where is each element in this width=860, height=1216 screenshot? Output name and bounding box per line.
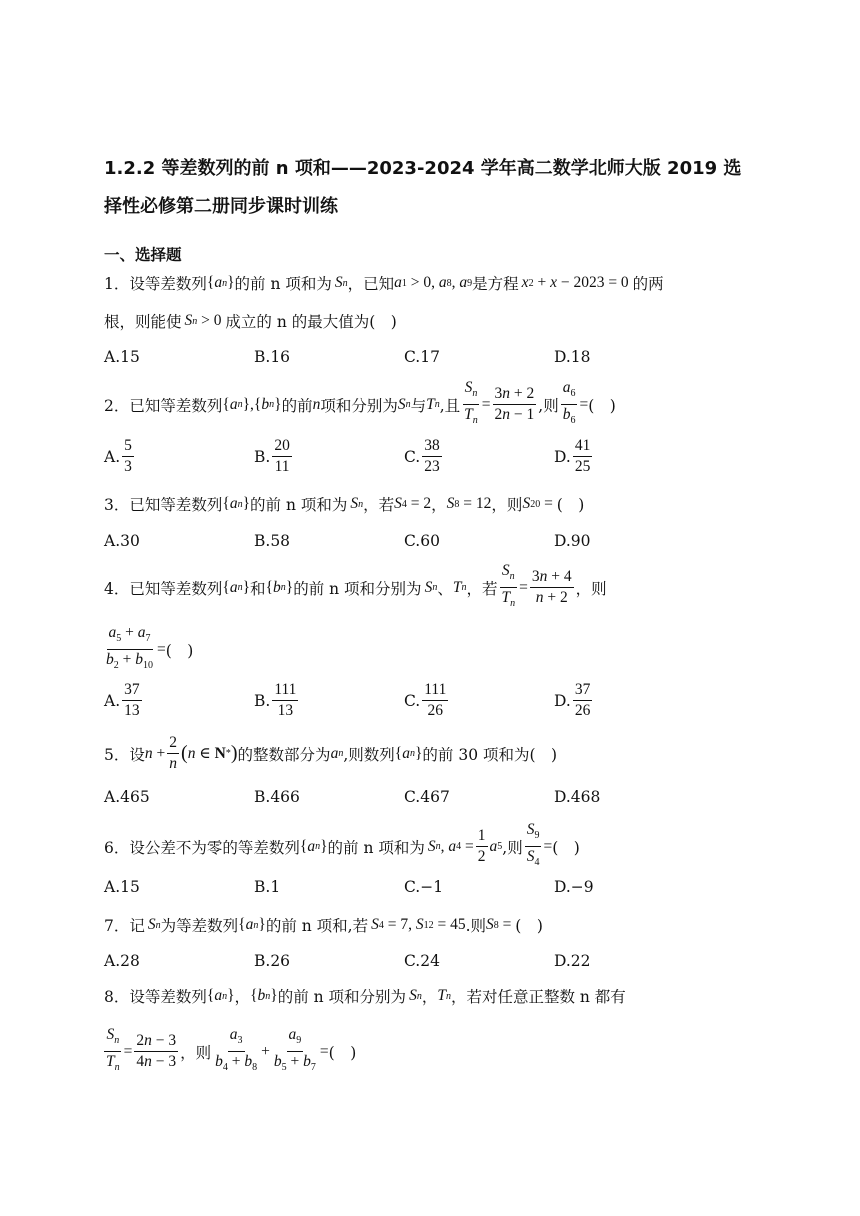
q5-option-d[interactable]: D.468 [554, 788, 601, 806]
question-7-line-1: 7． 记 S n 为等差数列 { a n } 的前 n 项和,若 S 4 = 7, S 12 = 45 .则 S 8 = ( ) [104, 916, 543, 935]
q1-option-b[interactable]: B.16 [254, 348, 291, 366]
q3-option-d[interactable]: D.90 [554, 532, 591, 550]
q3-option-c[interactable]: C.60 [404, 532, 440, 550]
q4-option-d[interactable]: D. $\frac{37}{26}$ [554, 681, 591, 719]
q4-option-b[interactable]: B. $\frac{111}{13}$ [254, 681, 297, 719]
question-1-line-2: 根，则能使 S n > 0 成立的 n 的最大值为( ) [104, 312, 397, 331]
q7-option-a[interactable]: A.28 [104, 952, 140, 970]
q2-option-a[interactable]: A. $\frac{5}{3}$ [104, 437, 132, 475]
q1-option-a[interactable]: A.15 [104, 348, 140, 366]
q5-option-c[interactable]: C.467 [404, 788, 450, 806]
q6-option-c[interactable]: C.−1 [404, 878, 444, 896]
q6-option-a[interactable]: A.15 [104, 878, 140, 896]
q6-option-b[interactable]: B.1 [254, 878, 281, 896]
q4-option-c[interactable]: C. $\frac{111}{26}$ [404, 681, 447, 719]
page-title: 1.2.2 等差数列的前 n 项和——2023-2024 学年高二数学北师大版 2019 选择性必修第二册同步课时训练 [104, 158, 742, 217]
q5-option-b[interactable]: B.466 [254, 788, 300, 806]
q6-option-d[interactable]: D.−9 [554, 878, 594, 896]
q1-option-c[interactable]: C.17 [404, 348, 440, 366]
question-4-line-2: $\frac{a_5 + a_7}{b_2 + b_{10}}$ = ( ) [106, 624, 194, 672]
question-6-line-1: 6． 设公差不为零的等差数列 { a n } 的前 n 项和为 S n , a 4 = $\frac{1}{2}$ a 5 ,则 $\frac{S_9}{S_4}$ = ( ) [104, 821, 580, 869]
q1-option-d[interactable]: D.18 [554, 348, 591, 366]
q3-option-b[interactable]: B.58 [254, 532, 291, 550]
q7-option-d[interactable]: D.22 [554, 952, 591, 970]
question-4-line-1: 4． 已知等差数列 { a n } 和 { b n } 的前 n 项和分别为 S n 、 T n ，若 $\frac{S_n}{T_n}$ = $\frac{3n + 4}{n + 2}$ ，则 [104, 562, 607, 610]
question-8-line-2: $\frac{S_n}{T_n}$ = $\frac{2n - 3}{4n - 3}$ ，则 $\frac{a_3}{b_4 + b_8}$ + $\frac{a_9}{b_5 + b_7}$ = ( ) [106, 1026, 357, 1074]
question-3-line-1: 3． 已知等差数列 { a n } 的前 n 项和为 S n ，若 S 4 = 2 ， S 8 = 12 ，则 S 20 = ( ) [104, 495, 585, 514]
q2-option-b[interactable]: B. $\frac{20}{11}$ [254, 437, 290, 475]
question-2-line-1: 2． 已知等差数列 { a n },{ b n } 的前 n 项和分别为 S n 与 T n ,且 $\frac{S_n}{T_n}$ = $\frac{3n + 2}{2n - 1}$ ,则 $\frac{a_6}{b_6}$ = ( ) [104, 379, 616, 427]
q7-option-c[interactable]: C.24 [404, 952, 440, 970]
q2-option-c[interactable]: C. $\frac{38}{23}$ [404, 437, 440, 475]
section-heading: 一、选择题 [104, 246, 182, 264]
q3-option-a[interactable]: A.30 [104, 532, 140, 550]
q4-option-a[interactable]: A. $\frac{37}{13}$ [104, 681, 140, 719]
question-1-line-1: 1． 设等差数列 { a n } 的前 n 项和为 S n ，已知 a 1 > 0, a 8 , a 9 是方程 x 2 + x − 2023 = 0 的两 [104, 274, 664, 293]
question-5-line-1: 5． 设 n + $\frac{2}{n}$ ( n ∈ N * ) 的整数部分为 a n ,则数列 { a n } 的前 30 项和为( ) [104, 734, 558, 772]
question-8-line-1: 8． 设等差数列 { a n } ， { b n } 的前 n 项和分别为 S n ， T n ，若对任意正整数 n 都有 [104, 987, 626, 1006]
q5-option-a[interactable]: A.465 [104, 788, 150, 806]
q2-option-d[interactable]: D. $\frac{41}{25}$ [554, 437, 591, 475]
q7-option-b[interactable]: B.26 [254, 952, 291, 970]
